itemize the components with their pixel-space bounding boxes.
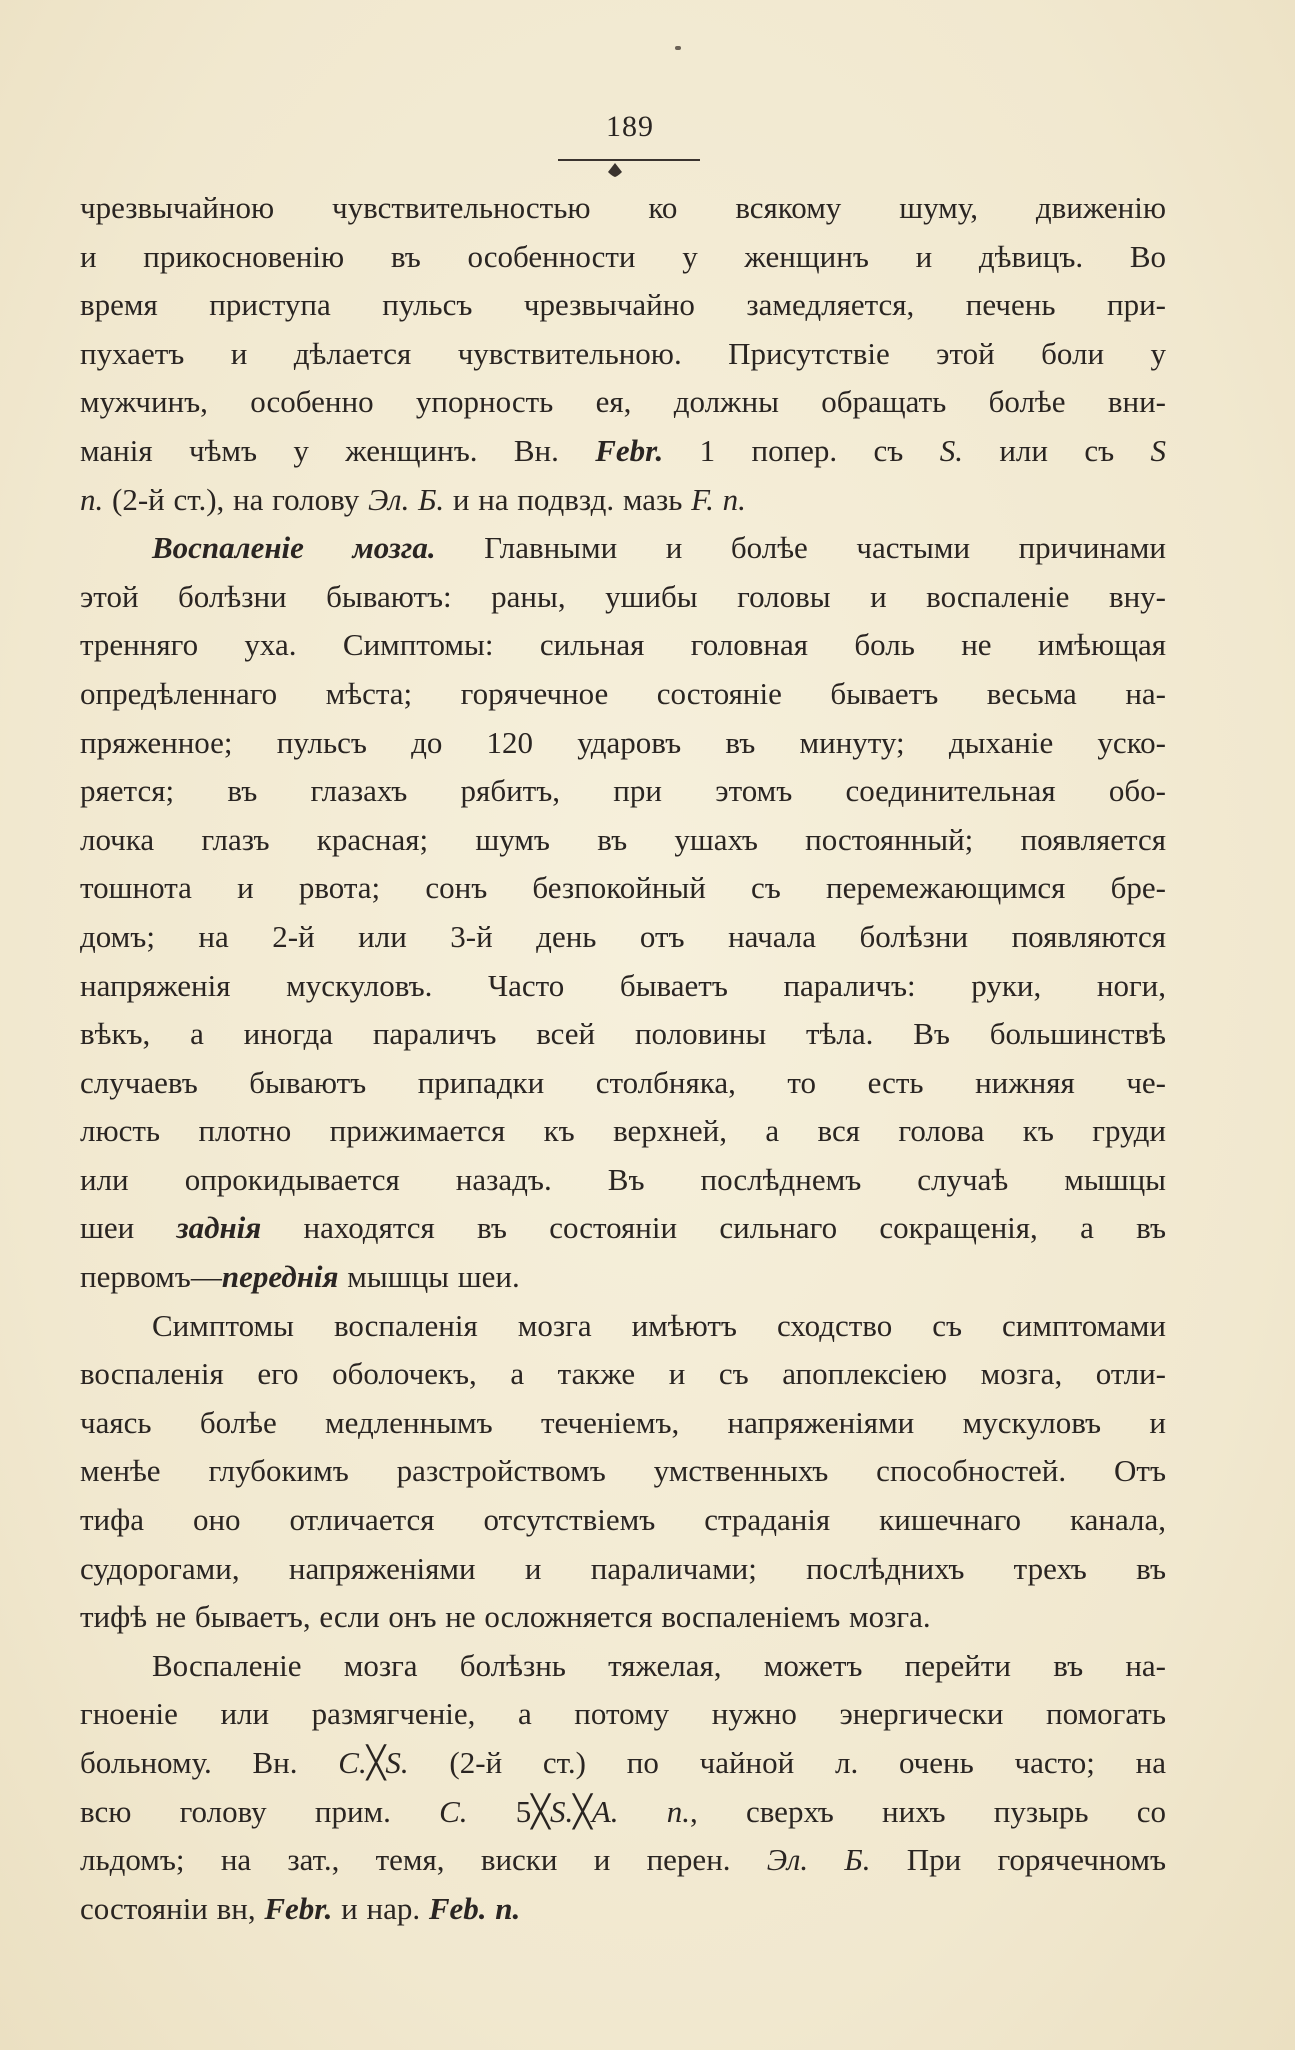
text-run: всю голову прим. [80, 1793, 440, 1829]
text-line [80, 1350, 1166, 1399]
emphasis-italic: n. [80, 481, 104, 517]
text-run: пряженное; пульсъ до 120 ударовъ въ минуту; дыханіе уско- [80, 724, 1166, 760]
text-line [80, 1156, 1166, 1205]
body-text [80, 184, 1166, 1933]
text-line [80, 1642, 1166, 1691]
text-run: опредѣленнаго мѣста; горячечное состояніе бываетъ весьма на- [80, 675, 1166, 711]
text-run: люсть плотно прижимается къ верхней, а вся голова къ груди [80, 1113, 1166, 1149]
text-run: При горячечномъ [870, 1842, 1166, 1878]
text-run: 5╳ [467, 1793, 550, 1829]
text-run: Воспаленіе мозга болѣзнь тяжелая, можетъ перейти въ на- [152, 1647, 1166, 1683]
text-line [80, 1545, 1166, 1594]
text-run: судорогами, напряженіями и параличами; послѣднихъ трехъ въ [80, 1550, 1166, 1586]
header-rule [558, 159, 700, 161]
emphasis-bold-italic: заднія [176, 1210, 262, 1246]
emphasis-italic: S. [939, 432, 963, 468]
text-line [80, 1496, 1166, 1545]
text-run: тифа оно отличается отсутствіемъ страданія кишечнаго канала, [80, 1502, 1166, 1538]
emphasis-italic: S. [549, 1793, 574, 1829]
text-run: воспаленія его оболочекъ, а также и съ апоплексіею мозга, отли- [80, 1356, 1166, 1392]
text-run: и прикосновенію въ особенности у женщинъ и дѣвицъ. Во [80, 238, 1166, 274]
text-run: тренняго уха. Симптомы: сильная головная боль не имѣющая [80, 627, 1166, 663]
text-run: манія чѣмъ у женщинъ. Вн. [80, 432, 596, 468]
text-run: гноеніе или размягченіе, а потому нужно энергически помогать [80, 1696, 1166, 1732]
text-line [80, 1107, 1166, 1156]
text-run: время приступа пульсъ чрезвычайно замедляется, печень при- [80, 287, 1166, 323]
text-run: вѣкъ, а иногда параличъ всей половины тѣла. Въ большинствѣ [80, 1016, 1166, 1052]
text-line [80, 1204, 1166, 1253]
text-run: больному. Вн. [80, 1745, 339, 1780]
emphasis-italic: F. n. [691, 481, 746, 517]
text-line [80, 476, 1166, 525]
text-run: ╳ [573, 1793, 592, 1829]
emphasis-italic: S. [385, 1745, 409, 1780]
text-run: чрезвычайною чувствительностью ко всякому шуму, движенію [80, 190, 1166, 225]
text-line [80, 1302, 1166, 1351]
text-run: чаясь болѣе медленнымъ теченіемъ, напряженіями мускуловъ и [80, 1404, 1166, 1440]
text-run: Симптомы воспаленія мозга имѣютъ сходство съ симптомами [152, 1307, 1166, 1343]
text-run: 1 попер. съ [663, 432, 940, 468]
text-line [80, 1836, 1166, 1885]
text-run: или съ [962, 432, 1151, 468]
text-run: домъ; на 2-й или 3-й день отъ начала болѣзни появляются [80, 918, 1166, 954]
text-line [80, 864, 1166, 913]
text-line [80, 1885, 1166, 1934]
text-line [80, 1593, 1166, 1642]
text-line [80, 1690, 1166, 1739]
emphasis-bold-italic: Febr. [264, 1890, 333, 1926]
text-run: льдомъ; на зат., темя, виски и перен. [80, 1842, 767, 1878]
emphasis-italic: C. [338, 1745, 367, 1780]
text-line [80, 524, 1166, 573]
text-run: лочка глазъ красная; шумъ въ ушахъ постоянный; появляется [80, 821, 1166, 857]
text-run: и на подвзд. мазь [444, 481, 692, 517]
page-number: 189 [606, 110, 654, 143]
text-run: состояніи вн, [80, 1890, 265, 1926]
text-line [80, 962, 1166, 1011]
text-run: этой болѣзни бываютъ: раны, ушибы головы и воспаленіе вну- [80, 578, 1166, 614]
emphasis-bold-italic: Воспаленіе мозга. [152, 530, 436, 566]
emphasis-bold-italic: Febr. [595, 432, 664, 468]
text-line [80, 573, 1166, 622]
text-run: ╳ [366, 1745, 386, 1780]
emphasis-italic: S [1150, 432, 1166, 468]
text-line [80, 1739, 1166, 1788]
text-run: , сверхъ нихъ пузырь со [690, 1793, 1166, 1829]
emphasis-bold-italic: Feb. n. [428, 1890, 521, 1926]
text-line [80, 1010, 1166, 1059]
text-line [80, 330, 1166, 379]
text-line [80, 816, 1166, 865]
text-line [80, 378, 1166, 427]
text-line [80, 281, 1166, 330]
text-run: находятся въ состояніи сильнаго сокращенія, а въ [261, 1210, 1166, 1246]
text-line [80, 621, 1166, 670]
emphasis-italic: C. [439, 1793, 468, 1829]
text-line [80, 1399, 1166, 1448]
text-line [80, 184, 1166, 233]
text-line [80, 670, 1166, 719]
text-line [80, 913, 1166, 962]
text-run: пухаетъ и дѣлается чувствительною. Присутствіе этой боли у [80, 335, 1166, 371]
text-line [80, 767, 1166, 816]
text-line [80, 1447, 1166, 1496]
text-line [80, 1788, 1166, 1837]
text-line [80, 427, 1166, 476]
emphasis-bold-italic: переднія [221, 1259, 339, 1295]
text-run: напряженія мускуловъ. Часто бываетъ параличъ: руки, ноги, [80, 967, 1166, 1003]
text-run: (2-й ст.) по чайной л. очень часто; на [408, 1745, 1166, 1780]
text-line [80, 1253, 1166, 1302]
ink-speck [675, 46, 681, 50]
text-run: и нар. [332, 1890, 429, 1926]
text-run: мужчинъ, особенно упорность ея, должны обращать болѣе вни- [80, 384, 1166, 420]
text-run: менѣе глубокимъ разстройствомъ умственныхъ способностей. Отъ [80, 1453, 1166, 1489]
text-line [80, 233, 1166, 282]
text-run: или опрокидывается назадъ. Въ послѣднемъ случаѣ мышцы [80, 1161, 1166, 1197]
emphasis-italic: Эл. Б. [766, 1842, 871, 1878]
text-run: мышцы шеи. [338, 1259, 520, 1295]
text-run: шеи [80, 1210, 177, 1246]
text-run: (2-й ст.), на голову [103, 481, 368, 517]
text-run: тошнота и рвота; сонъ безпокойный съ перемежающимся бре- [80, 870, 1166, 906]
text-run: Главными и болѣе частыми причинами [435, 530, 1166, 566]
text-line [80, 1059, 1166, 1108]
text-run: первомъ— [80, 1259, 222, 1295]
emphasis-italic: A. n. [591, 1793, 691, 1829]
emphasis-italic: Эл. Б. [367, 481, 445, 517]
leaf-ornament-icon [606, 163, 624, 177]
text-run: случаевъ бываютъ припадки столбняка, то есть нижняя че- [80, 1064, 1166, 1100]
text-run: тифѣ не бываетъ, если онъ не осложняется воспаленіемъ мозга. [80, 1599, 931, 1635]
text-line [80, 719, 1166, 768]
text-run: ряется; въ глазахъ рябитъ, при этомъ соединительная обо- [80, 773, 1166, 809]
